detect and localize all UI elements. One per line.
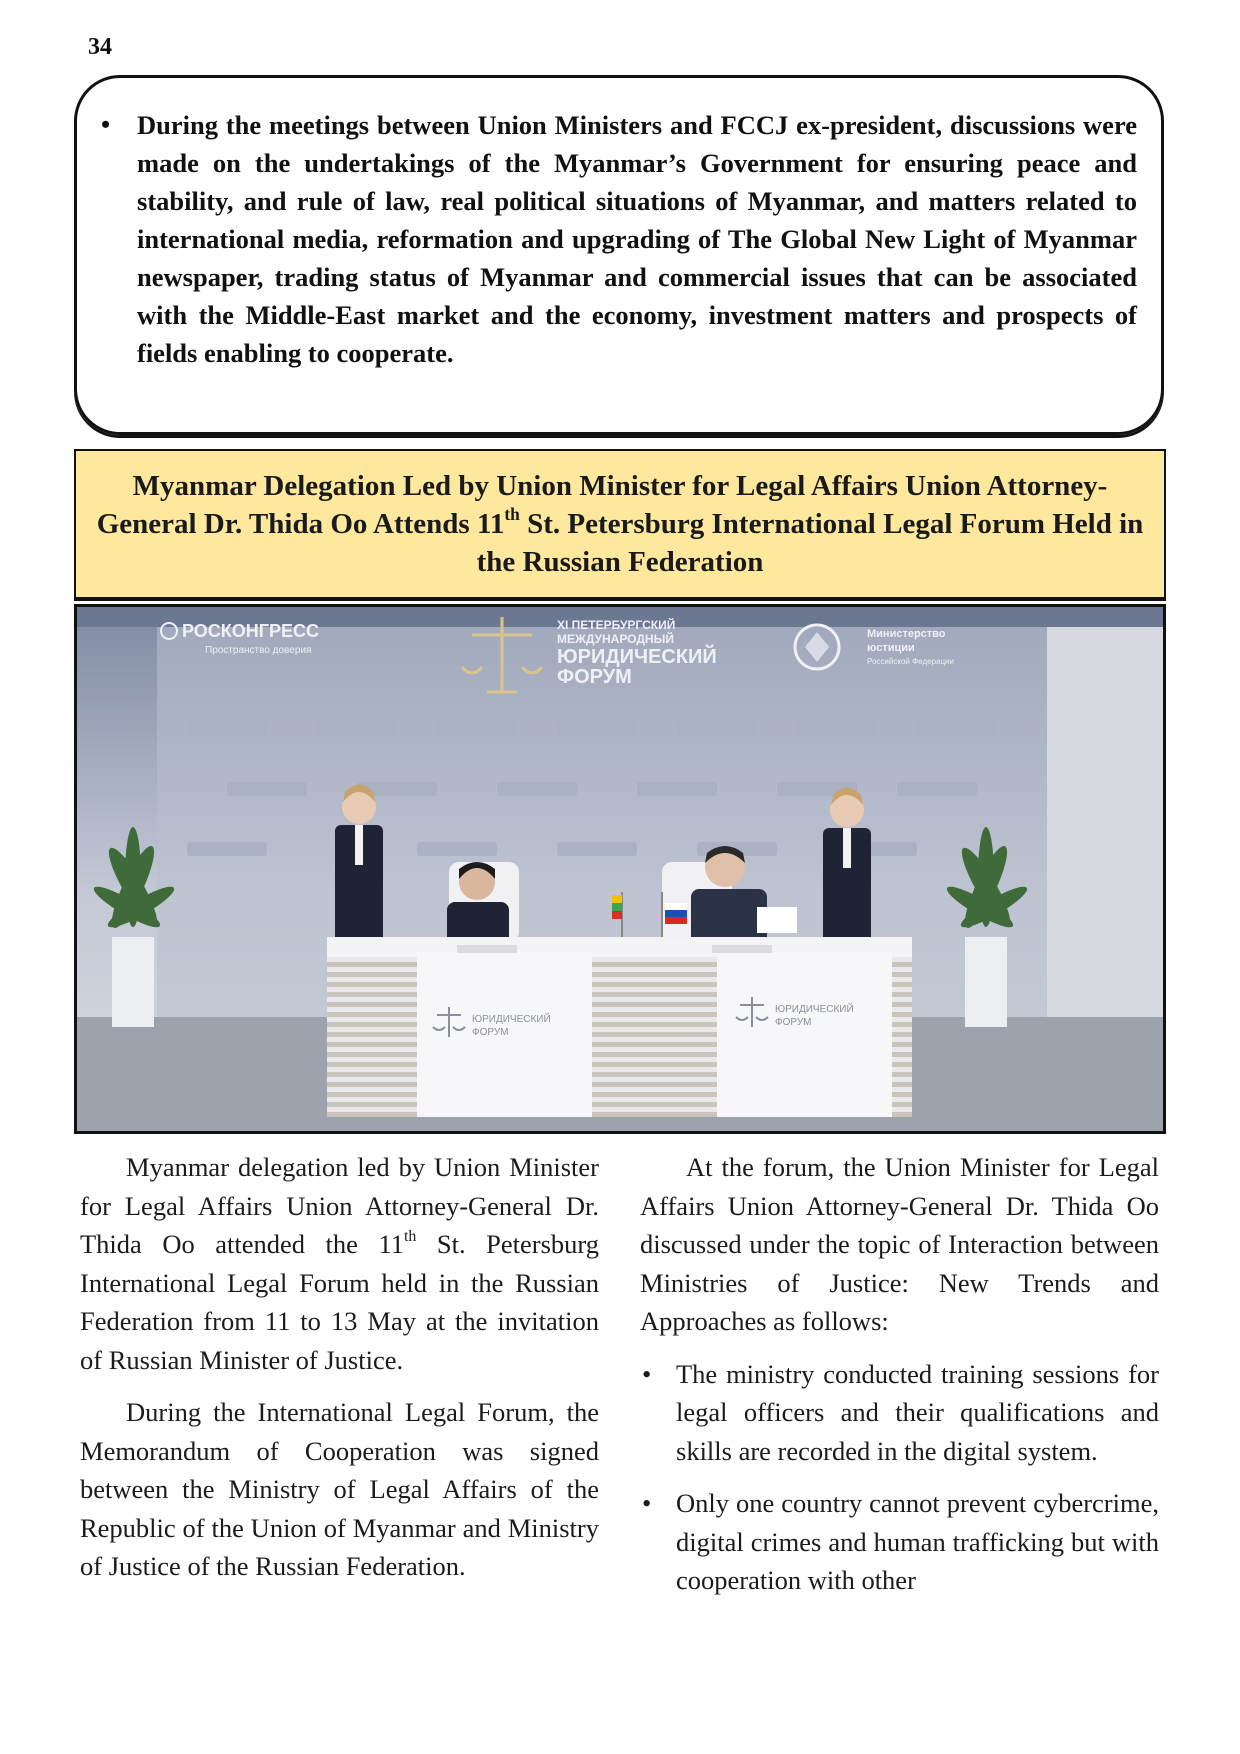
headline-part-1: Myanmar Delegation Led by Union Minister for Legal Affairs Union Attorney-General Dr. Thida Oo Attends 11	[96, 470, 1108, 540]
left-paragraph-1	[80, 1148, 599, 1379]
forum-banner-line-3: ЮРИДИЧЕСКИЙ	[557, 646, 717, 668]
desk-left-text-2: ФОРУМ	[472, 1027, 509, 1038]
left-paragraph-1-part-b: St. Petersburg International Legal Forum held in the Russian Federation from 11 to 13 May at the invitation of Russian Minister of Justice.	[80, 1229, 599, 1375]
right-column	[640, 1148, 1159, 1614]
ministry-banner-line-3: Российской Федерации	[867, 657, 954, 666]
signing-ceremony-photo	[74, 604, 1166, 1134]
article-headline	[88, 467, 1152, 581]
photo-illustration	[77, 607, 1163, 1131]
left-paragraph-1-part-a: Myanmar delegation led by Union Minister for Legal Affairs Union Attorney-General Dr. Thida Oo attended the 11	[80, 1152, 599, 1259]
desk-left-text-1: ЮРИДИЧЕСКИЙ	[472, 1014, 551, 1025]
left-column	[80, 1148, 599, 1600]
headline-part-2: St. Petersburg International Legal Forum Held in the Russian Federation	[476, 508, 1144, 578]
forum-banner-line-4: ФОРУМ	[557, 666, 632, 688]
forum-banner-line-1: XI ПЕТЕРБУРГСКИЙ	[557, 618, 676, 632]
right-bullet-1: • The ministry conducted training sessions for legal officers and their qualifications and skills are recorded in the digital system.	[640, 1355, 1159, 1471]
rosscongress-logo-text: РОСКОНГРЕСС	[182, 621, 319, 641]
summary-box	[74, 75, 1164, 435]
left-paragraph-1-superscript: th	[403, 1227, 417, 1245]
headline-superscript: th	[504, 503, 520, 524]
right-bullet-2: • Only one country cannot prevent cybercrime, digital crimes and human trafficking but with cooperation with other	[640, 1484, 1159, 1600]
signing-desk	[327, 937, 912, 1117]
article-headline-box	[74, 449, 1166, 599]
summary-bullet: • During the meetings between Union Ministers and FCCJ ex-president, discussions were made on the undertakings of the Myanmar’s Government for ensuring peace and stability, and rule of law, real political situations of Myanmar, and matters related to international media, reformation and upgrading of The Global New Light of Myanmar newspaper, trading status of Myanmar and commercial issues that can be associated with the Middle-East market and the economy, investment matters and prospects of fields enabling to cooperate.	[137, 106, 1137, 372]
page-number: 34	[88, 34, 112, 60]
left-paragraph-2: During the International Legal Forum, the Memorandum of Cooperation was signed between the Ministry of Legal Affairs of the Republic of the Union of Myanmar and Ministry of Justice of the Russian Federation.	[80, 1397, 599, 1581]
desk-right-text-1: ЮРИДИЧЕСКИЙ	[775, 1004, 854, 1015]
right-bullet-list	[640, 1355, 1159, 1600]
rosscongress-logo-subtext: Пространство доверия	[205, 645, 312, 656]
forum-banner-line-2: МЕЖДУНАРОДНЫЙ	[557, 632, 674, 646]
ministry-banner-line-2: юстиции	[867, 642, 915, 654]
right-paragraph-1: At the forum, the Union Minister for Legal Affairs Union Attorney-General Dr. Thida Oo discussed under the topic of Interaction between Ministries of Justice: New Trends and Approaches as follows:	[640, 1152, 1159, 1336]
desk-right-text-2: ФОРУМ	[775, 1017, 812, 1028]
ministry-banner-line-1: Министерство	[867, 628, 946, 640]
